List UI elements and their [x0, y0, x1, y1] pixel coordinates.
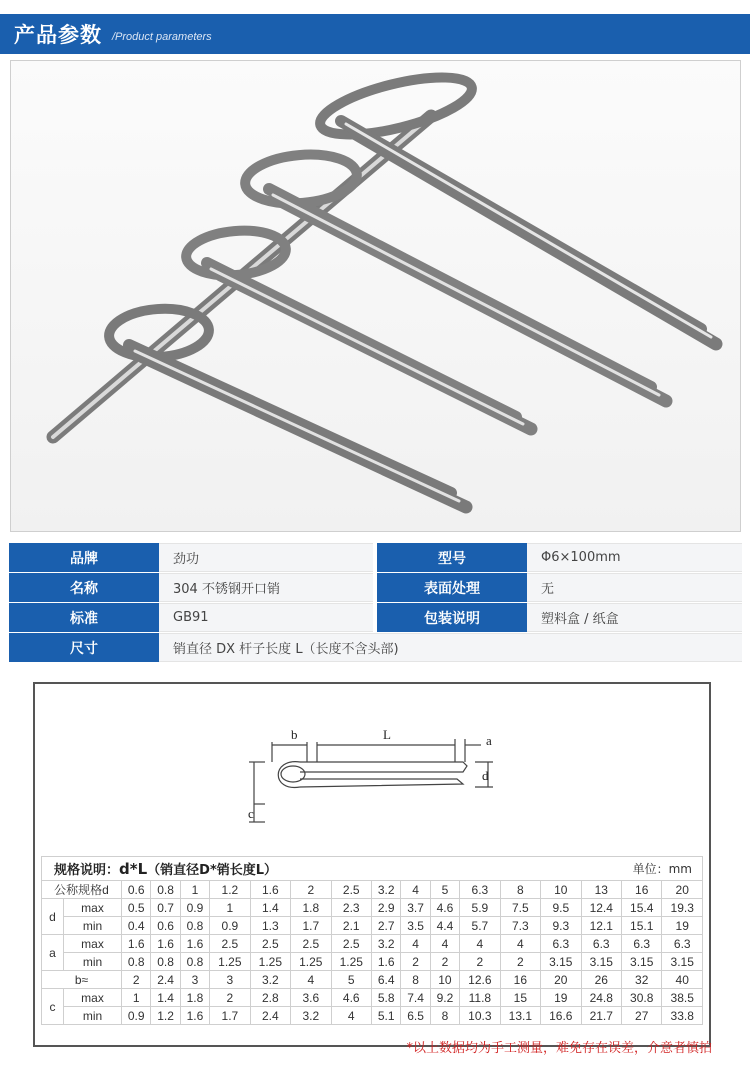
- spec-cell: 3.2: [250, 971, 290, 989]
- diagram-label-d: d: [482, 768, 489, 783]
- spec-cell: 4: [291, 971, 331, 989]
- spec-cell: 12.4: [581, 899, 621, 917]
- spec-cell: 6.3: [622, 935, 662, 953]
- spec-cell: 38.5: [662, 989, 703, 1007]
- spec-cell: 1: [180, 881, 209, 899]
- spec-cell: 1.3: [250, 917, 290, 935]
- spec-drawing-panel: [33, 682, 711, 1047]
- spec-cell: 6.3: [541, 935, 581, 953]
- spec-cell: 11.8: [460, 989, 500, 1007]
- diagram-label-a: a: [486, 733, 492, 748]
- spec-cell: 2: [460, 953, 500, 971]
- spec-cell: 40: [662, 971, 703, 989]
- spec-unit: 单位：mm: [632, 862, 692, 876]
- spec-cell: 3.15: [541, 953, 581, 971]
- spec-cell: 0.8: [122, 953, 151, 971]
- section-title: 产品参数: [14, 23, 102, 47]
- spec-cell: 2: [122, 971, 151, 989]
- spec-cell: 1.6: [122, 935, 151, 953]
- section-banner: [0, 14, 750, 54]
- spec-cell: 16: [500, 971, 540, 989]
- spec-cell: 3: [210, 971, 250, 989]
- spec-cell: 3.7: [401, 899, 430, 917]
- spec-cell: 9.5: [541, 899, 581, 917]
- param-value: 304 不锈钢开口销: [159, 573, 373, 602]
- param-label: 名称: [9, 573, 159, 602]
- spec-cell: 2.5: [331, 935, 371, 953]
- param-value: 销直径 DX 杆子长度 L（长度不含头部): [159, 633, 742, 662]
- spec-cell: 5: [331, 971, 371, 989]
- section-subtitle: /Product parameters: [112, 31, 212, 43]
- param-row-standard: [9, 603, 742, 632]
- spec-cell: 2.5: [210, 935, 250, 953]
- spec-cell: 2.3: [331, 899, 371, 917]
- spec-cell: 24.8: [581, 989, 621, 1007]
- spec-row-d-max: [42, 899, 703, 917]
- spec-cell: 8: [500, 881, 540, 899]
- param-value: 无: [527, 573, 742, 602]
- spec-cell: 13: [581, 881, 621, 899]
- spec-cell: 12.1: [581, 917, 621, 935]
- spec-cell: 2.7: [372, 917, 401, 935]
- spec-cell: 1.6: [180, 1007, 209, 1025]
- spec-cell: 5.9: [460, 899, 500, 917]
- param-value: 塑料盒 / 纸盒: [527, 603, 742, 632]
- param-label: 标准: [9, 603, 159, 632]
- spec-cell: 2.4: [151, 971, 180, 989]
- param-row-size: [9, 633, 742, 662]
- param-value: Φ6×100mm: [527, 543, 742, 572]
- spec-cell: 2.4: [250, 1007, 290, 1025]
- spec-cell: 3.15: [581, 953, 621, 971]
- group-header: c: [42, 989, 64, 1025]
- spec-cell: 3.2: [372, 935, 401, 953]
- spec-cell: 0.9: [180, 899, 209, 917]
- spec-cell: 16.6: [541, 1007, 581, 1025]
- spec-cell: 3.15: [662, 953, 703, 971]
- spec-cell: 1.25: [210, 953, 250, 971]
- spec-cell: 4: [500, 935, 540, 953]
- spec-row-a-min: [42, 953, 703, 971]
- spec-row-a-max: [42, 935, 703, 953]
- param-label: 尺寸: [9, 633, 159, 662]
- spec-cell: 1.8: [291, 899, 331, 917]
- spec-cell: 32: [622, 971, 662, 989]
- spec-cell: 19: [662, 917, 703, 935]
- spec-cell: 13.1: [500, 1007, 540, 1025]
- spec-row-b: [42, 971, 703, 989]
- spec-cell: 4: [401, 935, 430, 953]
- spec-cell: 0.5: [122, 899, 151, 917]
- spec-cell: 19: [541, 989, 581, 1007]
- param-row-name: [9, 573, 742, 602]
- product-photo: [10, 60, 741, 532]
- diagram-label-c: c: [248, 806, 254, 821]
- spec-cell: 2: [210, 989, 250, 1007]
- spec-row-c-max: [42, 989, 703, 1007]
- cotter-pin-diagram: [35, 684, 709, 856]
- spec-cell: 2: [500, 953, 540, 971]
- spec-cell: 2.5: [291, 935, 331, 953]
- param-row-brand: [9, 543, 742, 572]
- spec-cell: 1: [210, 899, 250, 917]
- spec-cell: 8: [401, 971, 430, 989]
- parameter-table: [9, 543, 742, 663]
- param-value: GB91: [159, 603, 373, 632]
- spec-cell: 15: [500, 989, 540, 1007]
- spec-cell: 9.3: [541, 917, 581, 935]
- spec-cell: 6.4: [372, 971, 401, 989]
- spec-cell: 1.8: [180, 989, 209, 1007]
- spec-cell: 21.7: [581, 1007, 621, 1025]
- param-value: 劲功: [159, 543, 373, 572]
- spec-table: [41, 880, 703, 1025]
- spec-cell: 5.1: [372, 1007, 401, 1025]
- spec-cell: 4: [430, 935, 459, 953]
- spec-cell: 9.2: [430, 989, 459, 1007]
- spec-cell: 4: [460, 935, 500, 953]
- spec-cell: 0.6: [151, 917, 180, 935]
- spec-heading: [41, 856, 703, 880]
- spec-cell: 1.4: [151, 989, 180, 1007]
- spec-cell: 1.6: [372, 953, 401, 971]
- spec-cell: 16: [622, 881, 662, 899]
- spec-cell: 8: [430, 1007, 459, 1025]
- spec-cell: 26: [581, 971, 621, 989]
- sub-header: min: [64, 953, 122, 971]
- row-header: b≈: [42, 971, 122, 989]
- row-header: 公称规格d: [42, 881, 122, 899]
- spec-cell: 7.5: [500, 899, 540, 917]
- sub-header: max: [64, 899, 122, 917]
- spec-cell: 0.7: [151, 899, 180, 917]
- diagram-label-b: b: [291, 727, 298, 742]
- spec-cell: 1.6: [151, 935, 180, 953]
- spec-cell: 2.5: [250, 935, 290, 953]
- spec-cell: 2.1: [331, 917, 371, 935]
- spec-cell: 1: [122, 989, 151, 1007]
- spec-cell: 3.15: [622, 953, 662, 971]
- sub-header: min: [64, 1007, 122, 1025]
- group-header: a: [42, 935, 64, 971]
- spec-cell: 0.6: [122, 881, 151, 899]
- spec-cell: 15.1: [622, 917, 662, 935]
- spec-cell: 0.8: [180, 917, 209, 935]
- spec-cell: 0.8: [180, 953, 209, 971]
- param-label: 品牌: [9, 543, 159, 572]
- spec-cell: 5.8: [372, 989, 401, 1007]
- spec-cell: 6.3: [460, 881, 500, 899]
- spec-cell: 6.5: [401, 1007, 430, 1025]
- spec-cell: 3.2: [372, 881, 401, 899]
- spec-cell: 30.8: [622, 989, 662, 1007]
- param-label: 表面处理: [377, 573, 527, 602]
- spec-cell: 1.6: [180, 935, 209, 953]
- spec-cell: 0.8: [151, 881, 180, 899]
- spec-cell: 1.4: [250, 899, 290, 917]
- spec-cell: 2: [401, 953, 430, 971]
- spec-row-d-min: [42, 917, 703, 935]
- spec-cell: 10: [541, 881, 581, 899]
- spec-cell: 4.6: [430, 899, 459, 917]
- spec-cell: 7.4: [401, 989, 430, 1007]
- spec-cell: 4.4: [430, 917, 459, 935]
- spec-cell: 2.5: [331, 881, 371, 899]
- spec-cell: 1.25: [291, 953, 331, 971]
- spec-cell: 6.3: [662, 935, 703, 953]
- spec-cell: 2.9: [372, 899, 401, 917]
- spec-cell: 1.2: [210, 881, 250, 899]
- spec-cell: 15.4: [622, 899, 662, 917]
- spec-cell: 3.5: [401, 917, 430, 935]
- spec-cell: 5.7: [460, 917, 500, 935]
- spec-cell: 1.25: [250, 953, 290, 971]
- spec-cell: 1.7: [291, 917, 331, 935]
- spec-row-nominal: [42, 881, 703, 899]
- spec-cell: 3.6: [291, 989, 331, 1007]
- spec-cell: 4: [401, 881, 430, 899]
- spec-cell: 2: [430, 953, 459, 971]
- spec-cell: 3.2: [291, 1007, 331, 1025]
- cotter-pin-4: [107, 306, 466, 507]
- spec-cell: 0.8: [151, 953, 180, 971]
- diagram-label-L: L: [383, 727, 391, 742]
- spec-cell: 19.3: [662, 899, 703, 917]
- spec-cell: 4.6: [331, 989, 371, 1007]
- spec-cell: 2.8: [250, 989, 290, 1007]
- sub-header: min: [64, 917, 122, 935]
- spec-cell: 4: [331, 1007, 371, 1025]
- spec-cell: 20: [541, 971, 581, 989]
- spec-cell: 3: [180, 971, 209, 989]
- spec-cell: 1.6: [250, 881, 290, 899]
- spec-cell: 0.4: [122, 917, 151, 935]
- spec-row-c-min: [42, 1007, 703, 1025]
- param-label: 包装说明: [377, 603, 527, 632]
- cotter-pins-illustration: [11, 61, 741, 532]
- spec-cell: 1.25: [331, 953, 371, 971]
- spec-cell: 0.9: [210, 917, 250, 935]
- spec-cell: 20: [662, 881, 703, 899]
- spec-cell: 2: [291, 881, 331, 899]
- spec-cell: 33.8: [662, 1007, 703, 1025]
- spec-cell: 6.3: [581, 935, 621, 953]
- spec-cell: 0.9: [122, 1007, 151, 1025]
- sub-header: max: [64, 989, 122, 1007]
- group-header: d: [42, 899, 64, 935]
- spec-cell: 5: [430, 881, 459, 899]
- param-label: 型号: [377, 543, 527, 572]
- disclaimer-note: *以上数据均为手工测量，难免存在误差，介意者慎拍: [406, 1041, 712, 1056]
- spec-cell: 1.7: [210, 1007, 250, 1025]
- spec-title: 规格说明：d*L（销直径D*销长度L）: [54, 860, 278, 878]
- spec-cell: 7.3: [500, 917, 540, 935]
- spec-cell: 10.3: [460, 1007, 500, 1025]
- spec-cell: 1.2: [151, 1007, 180, 1025]
- spec-cell: 27: [622, 1007, 662, 1025]
- spec-cell: 12.6: [460, 971, 500, 989]
- sub-header: max: [64, 935, 122, 953]
- spec-cell: 10: [430, 971, 459, 989]
